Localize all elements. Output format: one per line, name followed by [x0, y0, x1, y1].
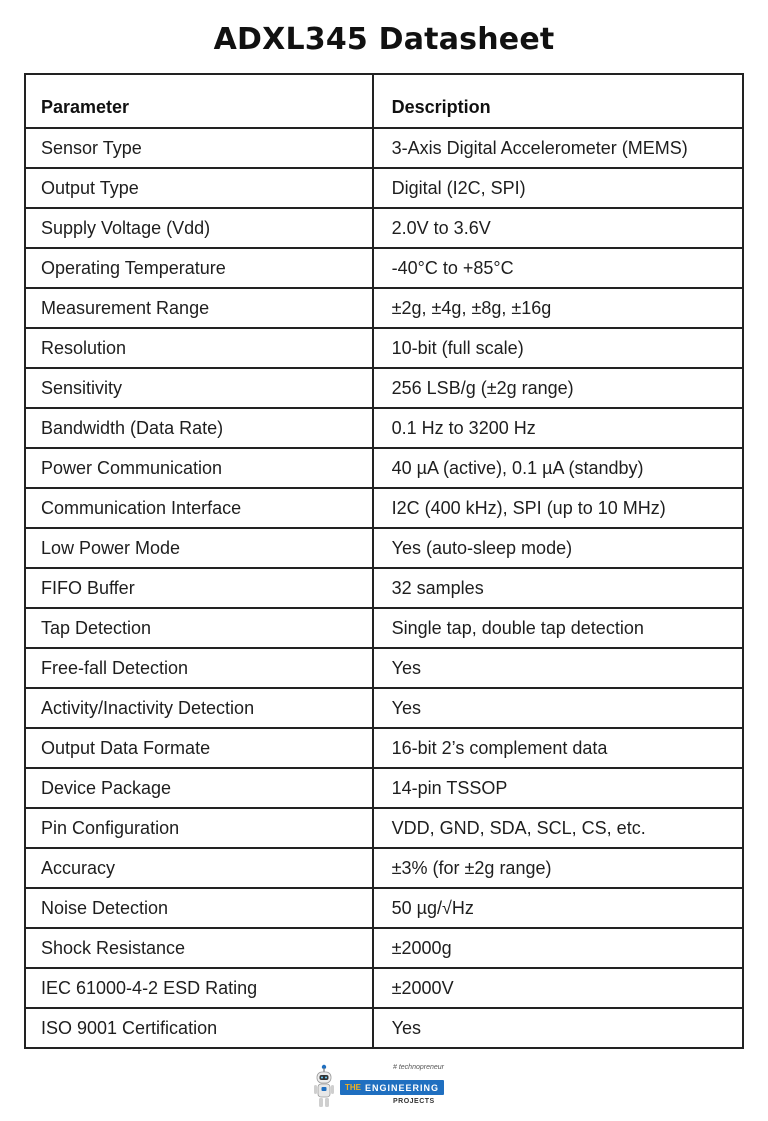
parameter-cell: Output Type [25, 168, 373, 208]
table-row [25, 928, 743, 968]
parameter-cell: Pin Configuration [25, 808, 373, 848]
table-row [25, 728, 743, 768]
table-row [25, 328, 743, 368]
description-cell: ±2g, ±4g, ±8g, ±16g [373, 288, 743, 328]
parameter-cell: Supply Voltage (Vdd) [25, 208, 373, 248]
table-row [25, 1008, 743, 1048]
description-cell: 16-bit 2’s complement data [373, 728, 743, 768]
description-cell: Yes (auto-sleep mode) [373, 528, 743, 568]
parameter-cell: Shock Resistance [25, 928, 373, 968]
table-row [25, 888, 743, 928]
description-cell: 2.0V to 3.6V [373, 208, 743, 248]
table-row [25, 848, 743, 888]
table-row [25, 608, 743, 648]
table-row [25, 168, 743, 208]
description-cell: 40 µA (active), 0.1 µA (standby) [373, 448, 743, 488]
page-title: ADXL345 Datasheet [213, 22, 555, 57]
parameter-cell: FIFO Buffer [25, 568, 373, 608]
table-row [25, 568, 743, 608]
parameter-cell: Device Package [25, 768, 373, 808]
description-cell: 50 µg/√Hz [373, 888, 743, 928]
parameter-cell: Sensitivity [25, 368, 373, 408]
parameter-cell: ISO 9001 Certification [25, 1008, 373, 1048]
parameter-cell: Output Data Formate [25, 728, 373, 768]
table-row [25, 968, 743, 1008]
header-parameter: Parameter [25, 74, 373, 128]
description-cell: 256 LSB/g (±2g range) [373, 368, 743, 408]
description-cell: 32 samples [373, 568, 743, 608]
logo-band [340, 1080, 444, 1095]
parameter-cell: Measurement Range [25, 288, 373, 328]
parameter-cell: Noise Detection [25, 888, 373, 928]
description-cell: VDD, GND, SDA, SCL, CS, etc. [373, 808, 743, 848]
description-cell: ±3% (for ±2g range) [373, 848, 743, 888]
parameter-cell: Communication Interface [25, 488, 373, 528]
description-cell: Yes [373, 688, 743, 728]
parameter-cell: Accuracy [25, 848, 373, 888]
logo-tagline: # technopreneur [393, 1064, 444, 1071]
datasheet-table [24, 73, 744, 1049]
table-row [25, 408, 743, 448]
description-cell: 0.1 Hz to 3200 Hz [373, 408, 743, 448]
parameter-cell: Sensor Type [25, 128, 373, 168]
parameter-cell: Resolution [25, 328, 373, 368]
header-row [25, 74, 743, 128]
description-cell: Yes [373, 1008, 743, 1048]
table-row [25, 768, 743, 808]
description-cell: Digital (I2C, SPI) [373, 168, 743, 208]
description-cell: 14-pin TSSOP [373, 768, 743, 808]
parameter-cell: Free-fall Detection [25, 648, 373, 688]
table-row [25, 808, 743, 848]
engineering-projects-logo [309, 1064, 445, 1110]
header-description: Description [373, 74, 743, 128]
parameter-cell: Bandwidth (Data Rate) [25, 408, 373, 448]
description-cell: ±2000V [373, 968, 743, 1008]
table-row [25, 208, 743, 248]
parameter-cell: Power Communication [25, 448, 373, 488]
logo-the: THE [344, 1083, 361, 1092]
description-cell: 10-bit (full scale) [373, 328, 743, 368]
parameter-cell: Activity/Inactivity Detection [25, 688, 373, 728]
table-row [25, 248, 743, 288]
description-cell: I2C (400 kHz), SPI (up to 10 MHz) [373, 488, 743, 528]
parameter-cell: Low Power Mode [25, 528, 373, 568]
robot-mascot-icon [309, 1064, 339, 1110]
table-row [25, 368, 743, 408]
table-body [25, 128, 743, 1048]
description-cell: -40°C to +85°C [373, 248, 743, 288]
table-row [25, 128, 743, 168]
description-cell: ±2000g [373, 928, 743, 968]
parameter-cell: Tap Detection [25, 608, 373, 648]
table-row [25, 688, 743, 728]
table-row [25, 448, 743, 488]
table-row [25, 488, 743, 528]
table-row [25, 528, 743, 568]
description-cell: Single tap, double tap detection [373, 608, 743, 648]
description-cell: 3-Axis Digital Accelerometer (MEMS) [373, 128, 743, 168]
parameter-cell: Operating Temperature [25, 248, 373, 288]
description-cell: Yes [373, 648, 743, 688]
table-row [25, 288, 743, 328]
table-row [25, 648, 743, 688]
logo-sub: PROJECTS [393, 1098, 435, 1105]
logo-name: ENGINEERING [364, 1082, 439, 1093]
parameter-cell: IEC 61000-4-2 ESD Rating [25, 968, 373, 1008]
table-header [25, 74, 743, 128]
